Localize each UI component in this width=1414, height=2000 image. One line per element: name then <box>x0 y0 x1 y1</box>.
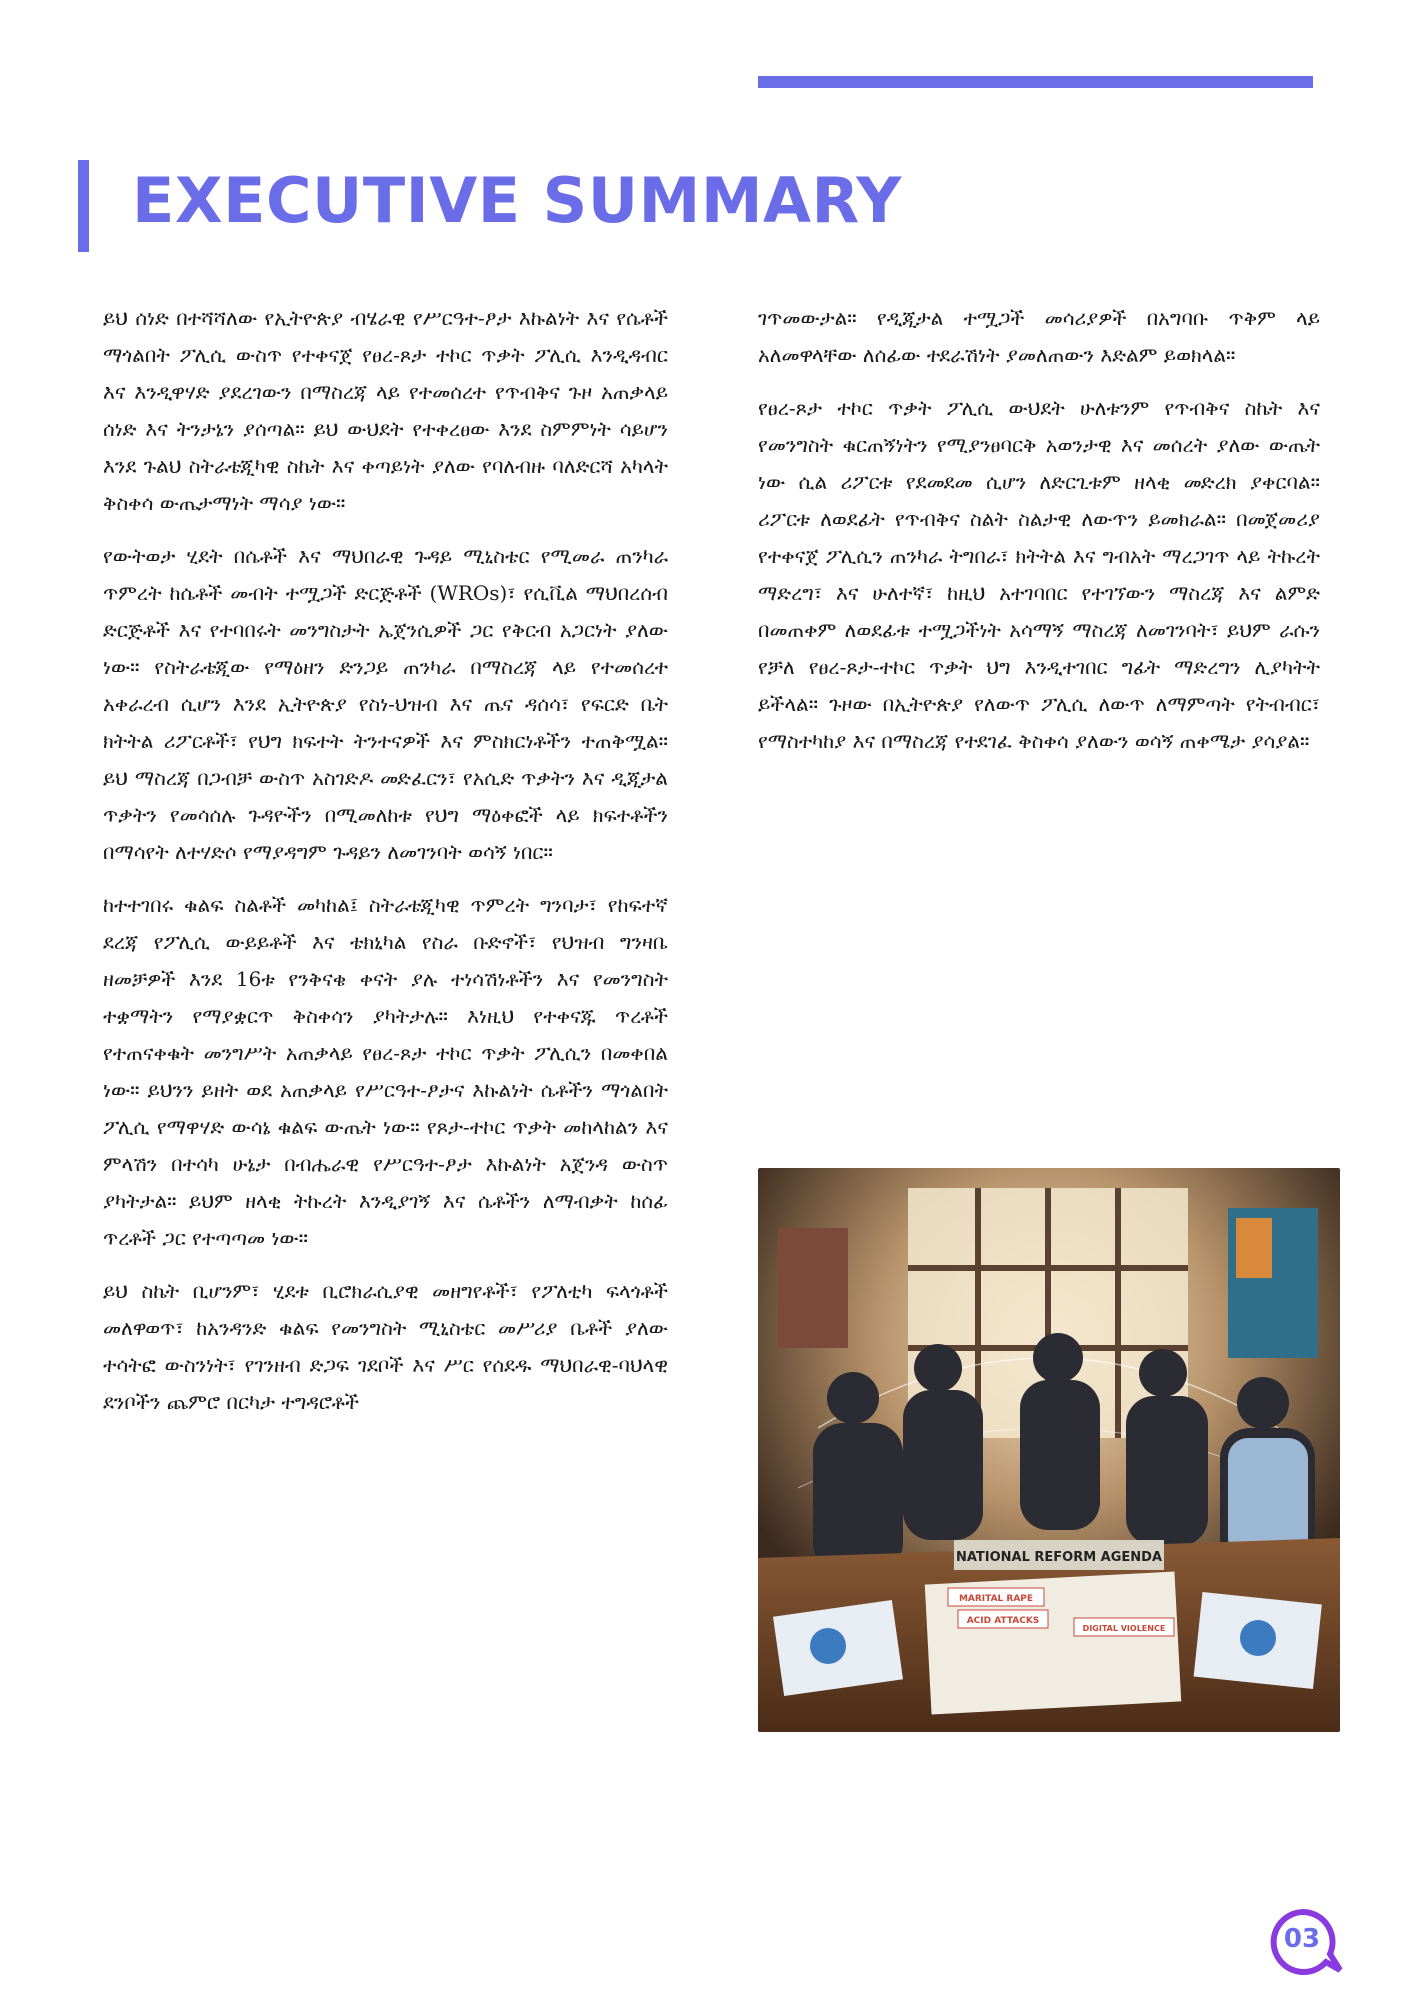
top-accent-rule <box>758 76 1313 88</box>
right-column <box>758 300 1320 776</box>
meeting-photo <box>758 1168 1340 1732</box>
tag-acid-attacks: ACID ATTACKS <box>966 1616 1040 1626</box>
page-title: EXECUTIVE SUMMARY <box>132 164 902 237</box>
tag-marital-rape: MARITAL RAPE <box>958 1594 1034 1604</box>
paragraph: ይህ ሰነድ በተሻሻለው የኢትዮጵያ ብሄራዊ የሥርዓተ-ፆታ እኩልነት እና የሴቶች ማጎልበት ፖሊሲ ውስጥ የተቀናጀ የፀረ-ጾታ ተኮር ጥቃት ፖሊሲ እንዲዳብር እና እንዲዋሃድ ያደረገውን በማስረጃ ላይ የተመሰረተ የጥብቅና ጉዞ አጠቃላይ ሰነድ እና ትንታኔን ያሰጣል። ይህ ውህደት የተቀረፀው እንደ ስምምነት ሳይሆን እንደ ጉልህ ስትራቴጂካዊ ስኬት እና ቀጣይነት ያለው የባለብዙ ባለድርሻ አካላት ቅስቀሳ ውጤታማነት ማሳያ ነው። <box>103 306 668 515</box>
left-column <box>103 300 668 1437</box>
paragraph: የውትወታ ሂደት በሴቶች እና ማህበራዊ ጉዳይ ሚኒስቴር የሚመራ ጠንካራ ጥምረት ከሴቶች መብት ተሟጋች ድርጅቶች (WROs)፣ የሲቪል ማህበረሰብ ድርጅቶች እና የተባበሩት መንግስታት ኤጀንሲዎች ጋር የቅርብ አጋርነት ያለው ነው። የስትራቴጂው የማዕዘን ድንጋይ ጠንካራ በማስረጃ ላይ የተመሰረተ አቀራረብ ሲሆን እንደ ኢትዮጵያ የስነ-ህዝብ እና ጤና ዳሰሳ፣ የፍርድ ቤት ክትትል ሪፖርቶች፣ የህግ ክፍተት ትንተናዎች እና ምስክርነቶችን ተጠቅሟል። ይህ ማስረጃ በጋብቻ ውስጥ አስገድዶ መድፈርን፣ የአሲድ ጥቃትን እና ዲጂታል ጥቃትን የመሳሰሉ ጉዳዮችን በሚመለከቱ የህግ ማዕቀፎች ላይ ክፍተቶችን በማሳየት ለተሃድሶ የማያዳግም ጉዳይን ለመገንባት ወሳኝ ነበር። <box>103 544 668 864</box>
tag-digital-violence: DIGITAL VIOLENCE <box>1082 1624 1166 1633</box>
page-number: 03 <box>1283 1924 1321 1954</box>
paragraph: የፀረ-ጾታ ተኮር ጥቃት ፖሊሲ ውህደት ሁለቱንም የጥብቅና ስኬት እና የመንግስት ቁርጠኝነትን የሚያንፀባርቅ አወንታዊ እና መሰረት ያለው ውጤት ነው ሲል ሪፖርቱ የደመደመ ሲሆን ለድርጊቱም ዘላቂ መድረክ ያቀርባል። ሪፖርቱ ለወደፊት የጥብቅና ስልት ስልታዊ ለውጥን ይመክራል። በመጀመሪያ የተቀናጀ ፖሊሲን ጠንካራ ትግበራ፣ ክትትል እና ግብአት ማረጋገጥ ላይ ትኩረት ማድረግ፣ እና ሁለተኛ፣ ከዚህ አተገባበር የተገኘውን ማስረጃ እና ልምድ በመጠቀም ለወደፊቱ ተሟጋችነት አሳማኝ ማስረጃ ለመገንባት፣ ይህም ራሱን የቻለ የፀረ-ጾታ-ተኮር ጥቃት ህግ እንዲተገበር ግፊት ማድረግን ሊያካትት ይችላል። ጉዞው በኢትዮጵያ የለውጥ ፖሊሲ ለውጥ ለማምጣት የትብብር፣ የማስተካከያ እና በማስረጃ የተደገፈ ቅስቀሳ ያለውን ወሳኝ ጠቀሜታ ያሳያል። <box>758 396 1320 753</box>
title-accent-bar <box>78 160 89 252</box>
banner-text: NATIONAL REFORM AGENDA <box>955 1550 1163 1565</box>
paragraph: ይህ ስኬት ቢሆንም፣ ሂደቱ ቢሮክራሲያዊ መዘግየቶች፣ የፖለቲካ ፍላጎቶች መለዋወጥ፣ ከአንዳንድ ቁልፍ የመንግስት ሚኒስቴር መሥሪያ ቤቶች ያለው ተሳትፎ ውስንነት፣ የገንዘብ ድጋፍ ገደቦች እና ሥር የሰደዱ ማህበራዊ-ባህላዊ ደንቦችን ጨምሮ በርካታ ተግዳሮቶች <box>103 1279 668 1414</box>
paragraph: ከተተገበሩ ቁልፍ ስልቶች መካከል፤ ስትራቴጂካዊ ጥምረት ግንባታ፣ የከፍተኛ ደረጃ የፖሊሲ ውይይቶች እና ቴክኒካል የስራ ቡድኖች፣ የህዝብ ግንዛቤ ዘመቻዎች እንደ 16ቱ የንቅናቄ ቀናት ያሉ ተነሳሽነቶችን እና የመንግስት ተቋማትን የማያቋርጥ ቅስቀሳን ያካትታሉ። እነዚህ የተቀናጁ ጥረቶች የተጠናቀቁት መንግሥት አጠቃላይ የፀረ-ጾታ ተኮር ጥቃት ፖሊሲን በመቀበል ነው። ይህንን ይዘት ወደ አጠቃላይ የሥርዓተ-ፆታና እኩልነት ሴቶችን ማጎልበት ፖሊሲ የማዋሃድ ውሳኔ ቁልፍ ውጤት ነው። የጾታ-ተኮር ጥቃት መከላከልን እና ምላሽን በተሳካ ሁኔታ በብሔራዊ የሥርዓተ-ፆታ እኩልነት አጀንዳ ውስጥ ያካትታል። ይህም ዘላቂ ትኩረት እንዲያገኝ እና ሴቶችን ለማብቃት ከሰፊ ጥረቶች ጋር የተጣጣመ ነው። <box>103 893 668 1250</box>
paragraph: ገጥመውታል። የዲጂታል ተሟጋች መሳሪያዎች በአግባቡ ጥቅም ላይ አለመዋላቸው ለሰፊው ተደራሽነት ያመለጠውን እድልም ይወክላል። <box>758 306 1320 367</box>
